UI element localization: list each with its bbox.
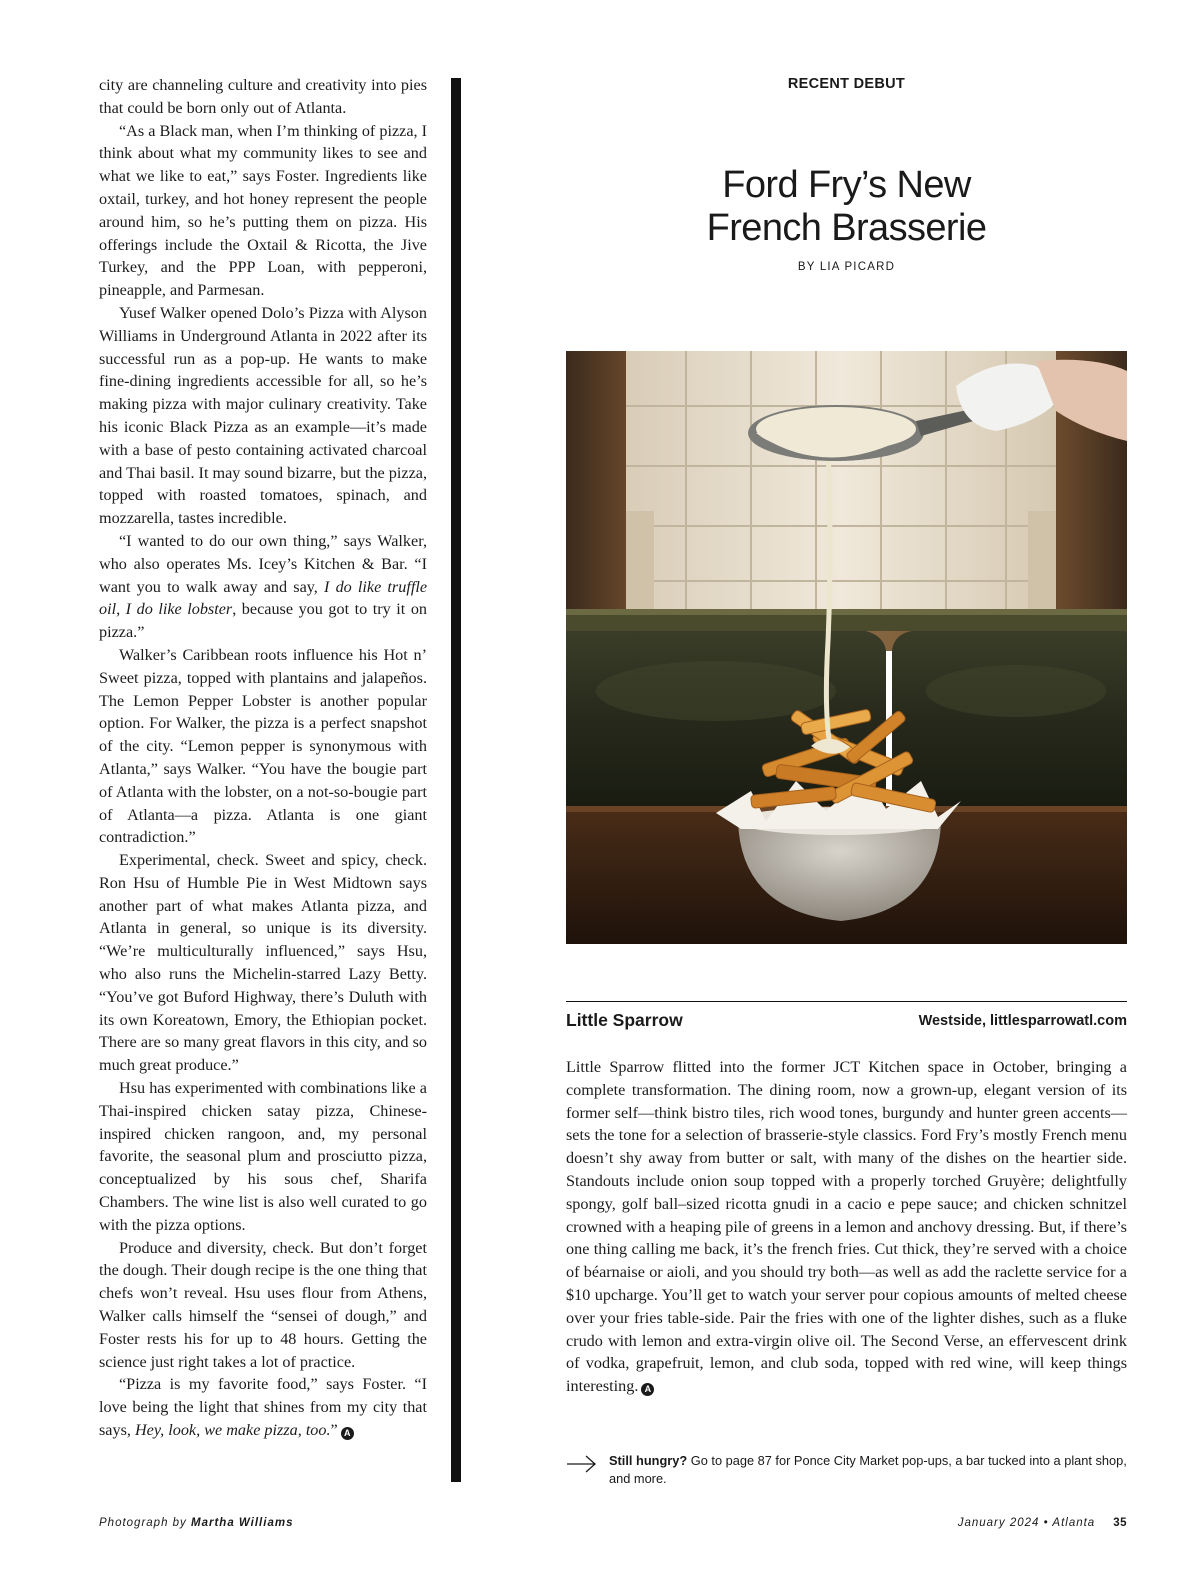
paragraph-italic: I do like truffle oil, I do like lobster — [99, 577, 427, 619]
paragraph-text: ” — [330, 1421, 338, 1440]
photographer-name: Martha Williams — [191, 1517, 294, 1529]
paragraph-italic: Hey, look, we make pizza, too. — [134, 1421, 331, 1440]
arrow-right-icon — [566, 1454, 598, 1474]
paragraph: “As a Black man, when I’m thinking of pizza, I think about what my community likes to see and what we like to eat,” says Foster. Ingredients like oxtail, turkey, and hot honey represent the people around him, so he’s putting them on pizza. His offerings include the Oxtail & Ricotta, the Jive Turkey, and the PPP Loan, with pepperoni, pineapple, and Parmesan. — [99, 121, 427, 300]
paragraph: city are channeling culture and creativity into pies that could be born only out of Atlanta. — [99, 76, 427, 117]
byline: BY LIA PICARD — [797, 261, 896, 273]
venue-location: Westside, littlesparrowatl.com — [918, 1013, 1127, 1029]
photo-credit — [99, 1517, 293, 1529]
atlanta-logo-icon: A — [341, 1427, 354, 1440]
folio — [958, 1517, 1127, 1529]
review-paragraph: Little Sparrow flitted into the former JCT Kitchen space in October, bringing a complete transformation. The dining room, now a grown-up, elegant version of its former self—think bistro tiles, rich wood tones, burgundy and hunter green accents—sets the tone for a selection of brasserie-style classics. Ford Fry’s mostly French menu doesn’t shy away from butter or salt, with many of the dishes on the heartier side. Standouts include onion soup topped with a properly torched Gruyère; delightfully spongy, golf ball–sized ricotta gnudi in a cacio e pepe sauce; and chicken schnitzel crowned with a heaping pile of greens in a lemon and anchovy dressing. But, if there’s one thing calling me back, it’s the french fries. Cut thick, they’re served with a choice of béarnaise or aioli, and you should try both—as well as add the raclette service for a $10 upcharge. You’ll get to watch your server pour copious amounts of melted cheese over your fries table-side. Pair the fries with one of the lighter dishes, such as a fluke crudo with lemon and extra-virgin olive oil. The Second Verse, an effervescent drink of vodka, grapefruit, lemon, and club soda, topped with red wine, will keep things interesting. — [566, 1058, 1127, 1396]
paragraph — [99, 1373, 427, 1441]
section-kicker: RECENT DEBUT — [787, 76, 906, 92]
headline-line: French Brasserie — [706, 207, 987, 249]
issue-label: January 2024 • Atlanta — [957, 1517, 1096, 1529]
still-hungry-body: Go to page 87 for Ponce City Market pop-ups, a bar tucked into a plant shop, and more. — [609, 1453, 1127, 1486]
paragraph: Hsu has experimented with combinations like a Thai-inspired chicken satay pizza, Chinese-inspired chicken rangoon, and, my personal favorite, the seasonal plum and prosciutto pizza, conceptualized by his sous chef, Sharifa Chambers. The wine list is also well curated to go with the pizza options. — [99, 1079, 427, 1234]
paragraph — [99, 530, 427, 644]
paragraph: Produce and diversity, check. But don’t forget the dough. Their dough recipe is the one thing that chefs won’t reveal. Hsu uses flour from Athens, Walker calls himself the “sensei of dough,” and Foster rests his for up to 48 hours. Getting the science just right takes a lot of practice. — [99, 1238, 427, 1371]
headline — [566, 164, 1127, 250]
still-hungry-text — [609, 1452, 1129, 1488]
still-hungry-label: Still hungry? — [609, 1453, 688, 1468]
venue-name: Little Sparrow — [566, 1010, 683, 1030]
paragraph-text: “I wanted to do our own thing,” says Walker, who also operates Ms. Icey’s Kitchen & Bar. “I want you to walk away and say, — [99, 531, 427, 596]
paragraph: Yusef Walker opened Dolo’s Pizza with Alyson Williams in Underground Atlanta in 2022 after its successful run as a pop-up. He wants to make fine-dining ingredients accessible for all, so he’s making pizza with major culinary creativity. Take his iconic Black Pizza as an example—it’s made with a base of pesto containing activated charcoal and Thai basil. It may sound bizarre, but the pizza, topped with roasted tomatoes, spinach, and mozzarella, tastes incredible. — [99, 303, 427, 528]
left-column-text — [99, 74, 427, 1442]
paragraph: Experimental, check. Sweet and spicy, check. Ron Hsu of Humble Pie in West Midtown says another part of what makes Atlanta pizza, and Atlanta in general, so unique is its diversity. “We’re multiculturally influenced,” says Hsu, who also runs the Michelin-starred Lazy Betty. “You’ve got Buford Highway, there’s Duluth with its own Koreatown, Emory, the Ethiopian pocket. There are so many great flavors in this city, and so much great produce.” — [99, 851, 427, 1075]
paragraph-text: “Pizza is my favorite food,” says Foster. “I love being the light that shines from my city that says, — [99, 1375, 427, 1440]
page-number: 35 — [1113, 1517, 1127, 1529]
section-divider — [566, 1001, 1127, 1002]
paragraph: Walker’s Caribbean roots influence his Hot n’ Sweet pizza, topped with plantains and jalapeños. The Lemon Pepper Lobster is another popular option. For Walker, the pizza is a perfect snapshot of the city. “Lemon pepper is synonymous with Atlanta,” says Walker. “You have the bougie part of Atlanta with the lobster, on a not-so-bougie part of Atlanta—a pizza. Atlanta is one giant contradiction.” — [99, 645, 427, 847]
headline-line: Ford Fry’s New — [722, 164, 971, 206]
review-text — [566, 1056, 1127, 1398]
atlanta-logo-icon: A — [641, 1383, 654, 1396]
article-photo — [566, 351, 1127, 944]
vertical-divider — [451, 78, 461, 1482]
paragraph-text: , because you got to try it on pizza.” — [99, 600, 428, 642]
photo-credit-prefix: Photograph by — [99, 1517, 192, 1529]
